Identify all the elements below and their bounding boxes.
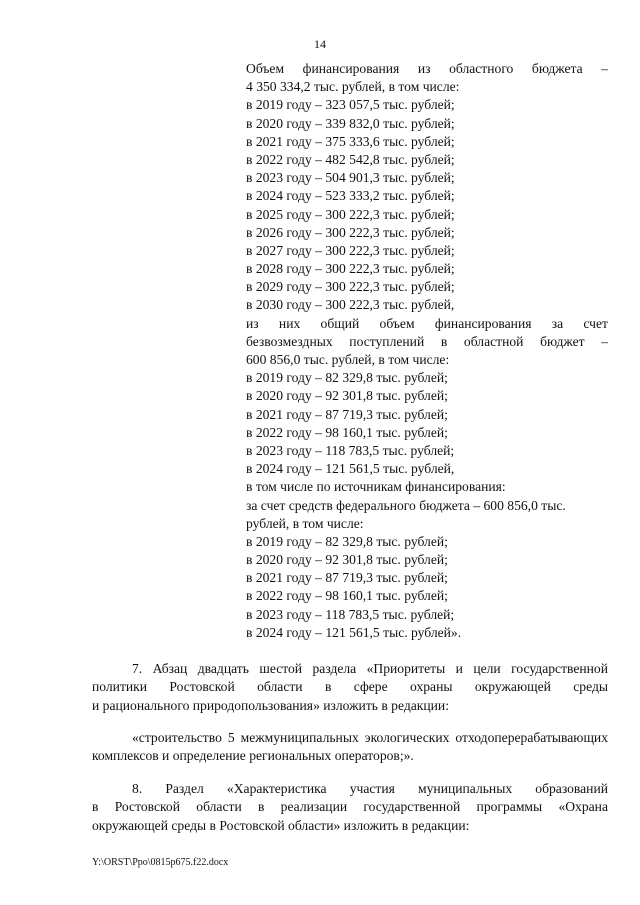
paragraph-line: и рационального природопользования» изложить в редакции:: [92, 697, 449, 713]
funding-line: в 2020 году – 92 301,8 тыс. рублей;: [246, 552, 448, 568]
funding-line: в 2021 году – 375 333,6 тыс. рублей;: [246, 133, 455, 149]
funding-line: в 2020 году – 92 301,8 тыс. рублей;: [246, 388, 448, 404]
funding-line: Объем финансирования из областного бюджета –: [246, 61, 608, 76]
funding-line: в 2022 году – 482 542,8 тыс. рублей;: [246, 151, 455, 167]
funding-line: в 2024 году – 121 561,5 тыс. рублей,: [246, 461, 455, 477]
quoted-amendment: [92, 729, 608, 766]
funding-line: в 2030 году – 300 222,3 тыс. рублей,: [246, 297, 455, 313]
funding-line: в 2019 году – 323 057,5 тыс. рублей;: [246, 97, 455, 113]
paragraph-line: 7. Абзац двадцать шестой раздела «Приоритеты и цели государственной: [132, 661, 608, 676]
funding-line: рублей, в том числе:: [246, 515, 364, 531]
funding-line: в 2023 году – 504 901,3 тыс. рублей;: [246, 170, 455, 186]
paragraph-line: 8. Раздел «Характеристика участия муниципальных образований: [132, 781, 608, 796]
funding-line: 600 856,0 тыс. рублей, в том числе:: [246, 352, 450, 367]
funding-line: в 2027 году – 300 222,3 тыс. рублей;: [246, 242, 455, 258]
funding-line: в том числе по источникам финансирования:: [246, 479, 506, 495]
paragraph-line: комплексов и определение региональных операторов;».: [92, 748, 414, 764]
funding-line: в 2028 году – 300 222,3 тыс. рублей;: [246, 261, 455, 277]
paragraph-line: в Ростовской области в реализации государственной программы «Охрана: [92, 799, 608, 815]
funding-line: в 2022 году – 98 160,1 тыс. рублей;: [246, 424, 448, 440]
paragraph-line: политики Ростовской области в сфере охраны окружающей среды: [92, 679, 608, 695]
funding-column: [246, 60, 608, 642]
paragraph-7: [92, 660, 608, 715]
funding-line: в 2023 году – 118 783,5 тыс. рублей;: [246, 442, 455, 458]
page-number: 14: [314, 37, 326, 51]
funding-line: в 2019 году – 82 329,8 тыс. рублей;: [246, 533, 448, 549]
funding-line: в 2022 году – 98 160,1 тыс. рублей;: [246, 588, 448, 604]
footer-file-path: Y:\ORST\Ppo\0815p675.f22.docx: [92, 857, 229, 868]
funding-line: в 2021 году – 87 719,3 тыс. рублей;: [246, 570, 448, 586]
funding-line: в 2026 году – 300 222,3 тыс. рублей;: [246, 224, 455, 240]
funding-line: безвозмездных поступлений в областной бюджет –: [246, 333, 608, 349]
paragraph-line: окружающей среды в Ростовской области» изложить в редакции:: [92, 817, 470, 833]
funding-line: из них общий объем финансирования за счет: [246, 315, 608, 331]
funding-line: в 2024 году – 523 333,2 тыс. рублей;: [246, 188, 455, 204]
funding-line: в 2029 году – 300 222,3 тыс. рублей;: [246, 279, 455, 295]
funding-line: в 2020 году – 339 832,0 тыс. рублей;: [246, 115, 455, 131]
funding-line: в 2019 году – 82 329,8 тыс. рублей;: [246, 370, 448, 386]
funding-line: в 2025 году – 300 222,3 тыс. рублей;: [246, 206, 455, 222]
funding-line: за счет средств федерального бюджета – 600 856,0 тыс.: [246, 497, 566, 513]
paragraph-8: [92, 780, 608, 835]
funding-line: в 2021 году – 87 719,3 тыс. рублей;: [246, 406, 448, 422]
funding-line: 4 350 334,2 тыс. рублей, в том числе:: [246, 79, 460, 95]
paragraph-line: «строительство 5 межмуниципальных экологических отходоперерабатывающих: [132, 730, 608, 745]
funding-line: в 2023 году – 118 783,5 тыс. рублей;: [246, 606, 455, 622]
funding-line: в 2024 году – 121 561,5 тыс. рублей».: [246, 624, 462, 640]
